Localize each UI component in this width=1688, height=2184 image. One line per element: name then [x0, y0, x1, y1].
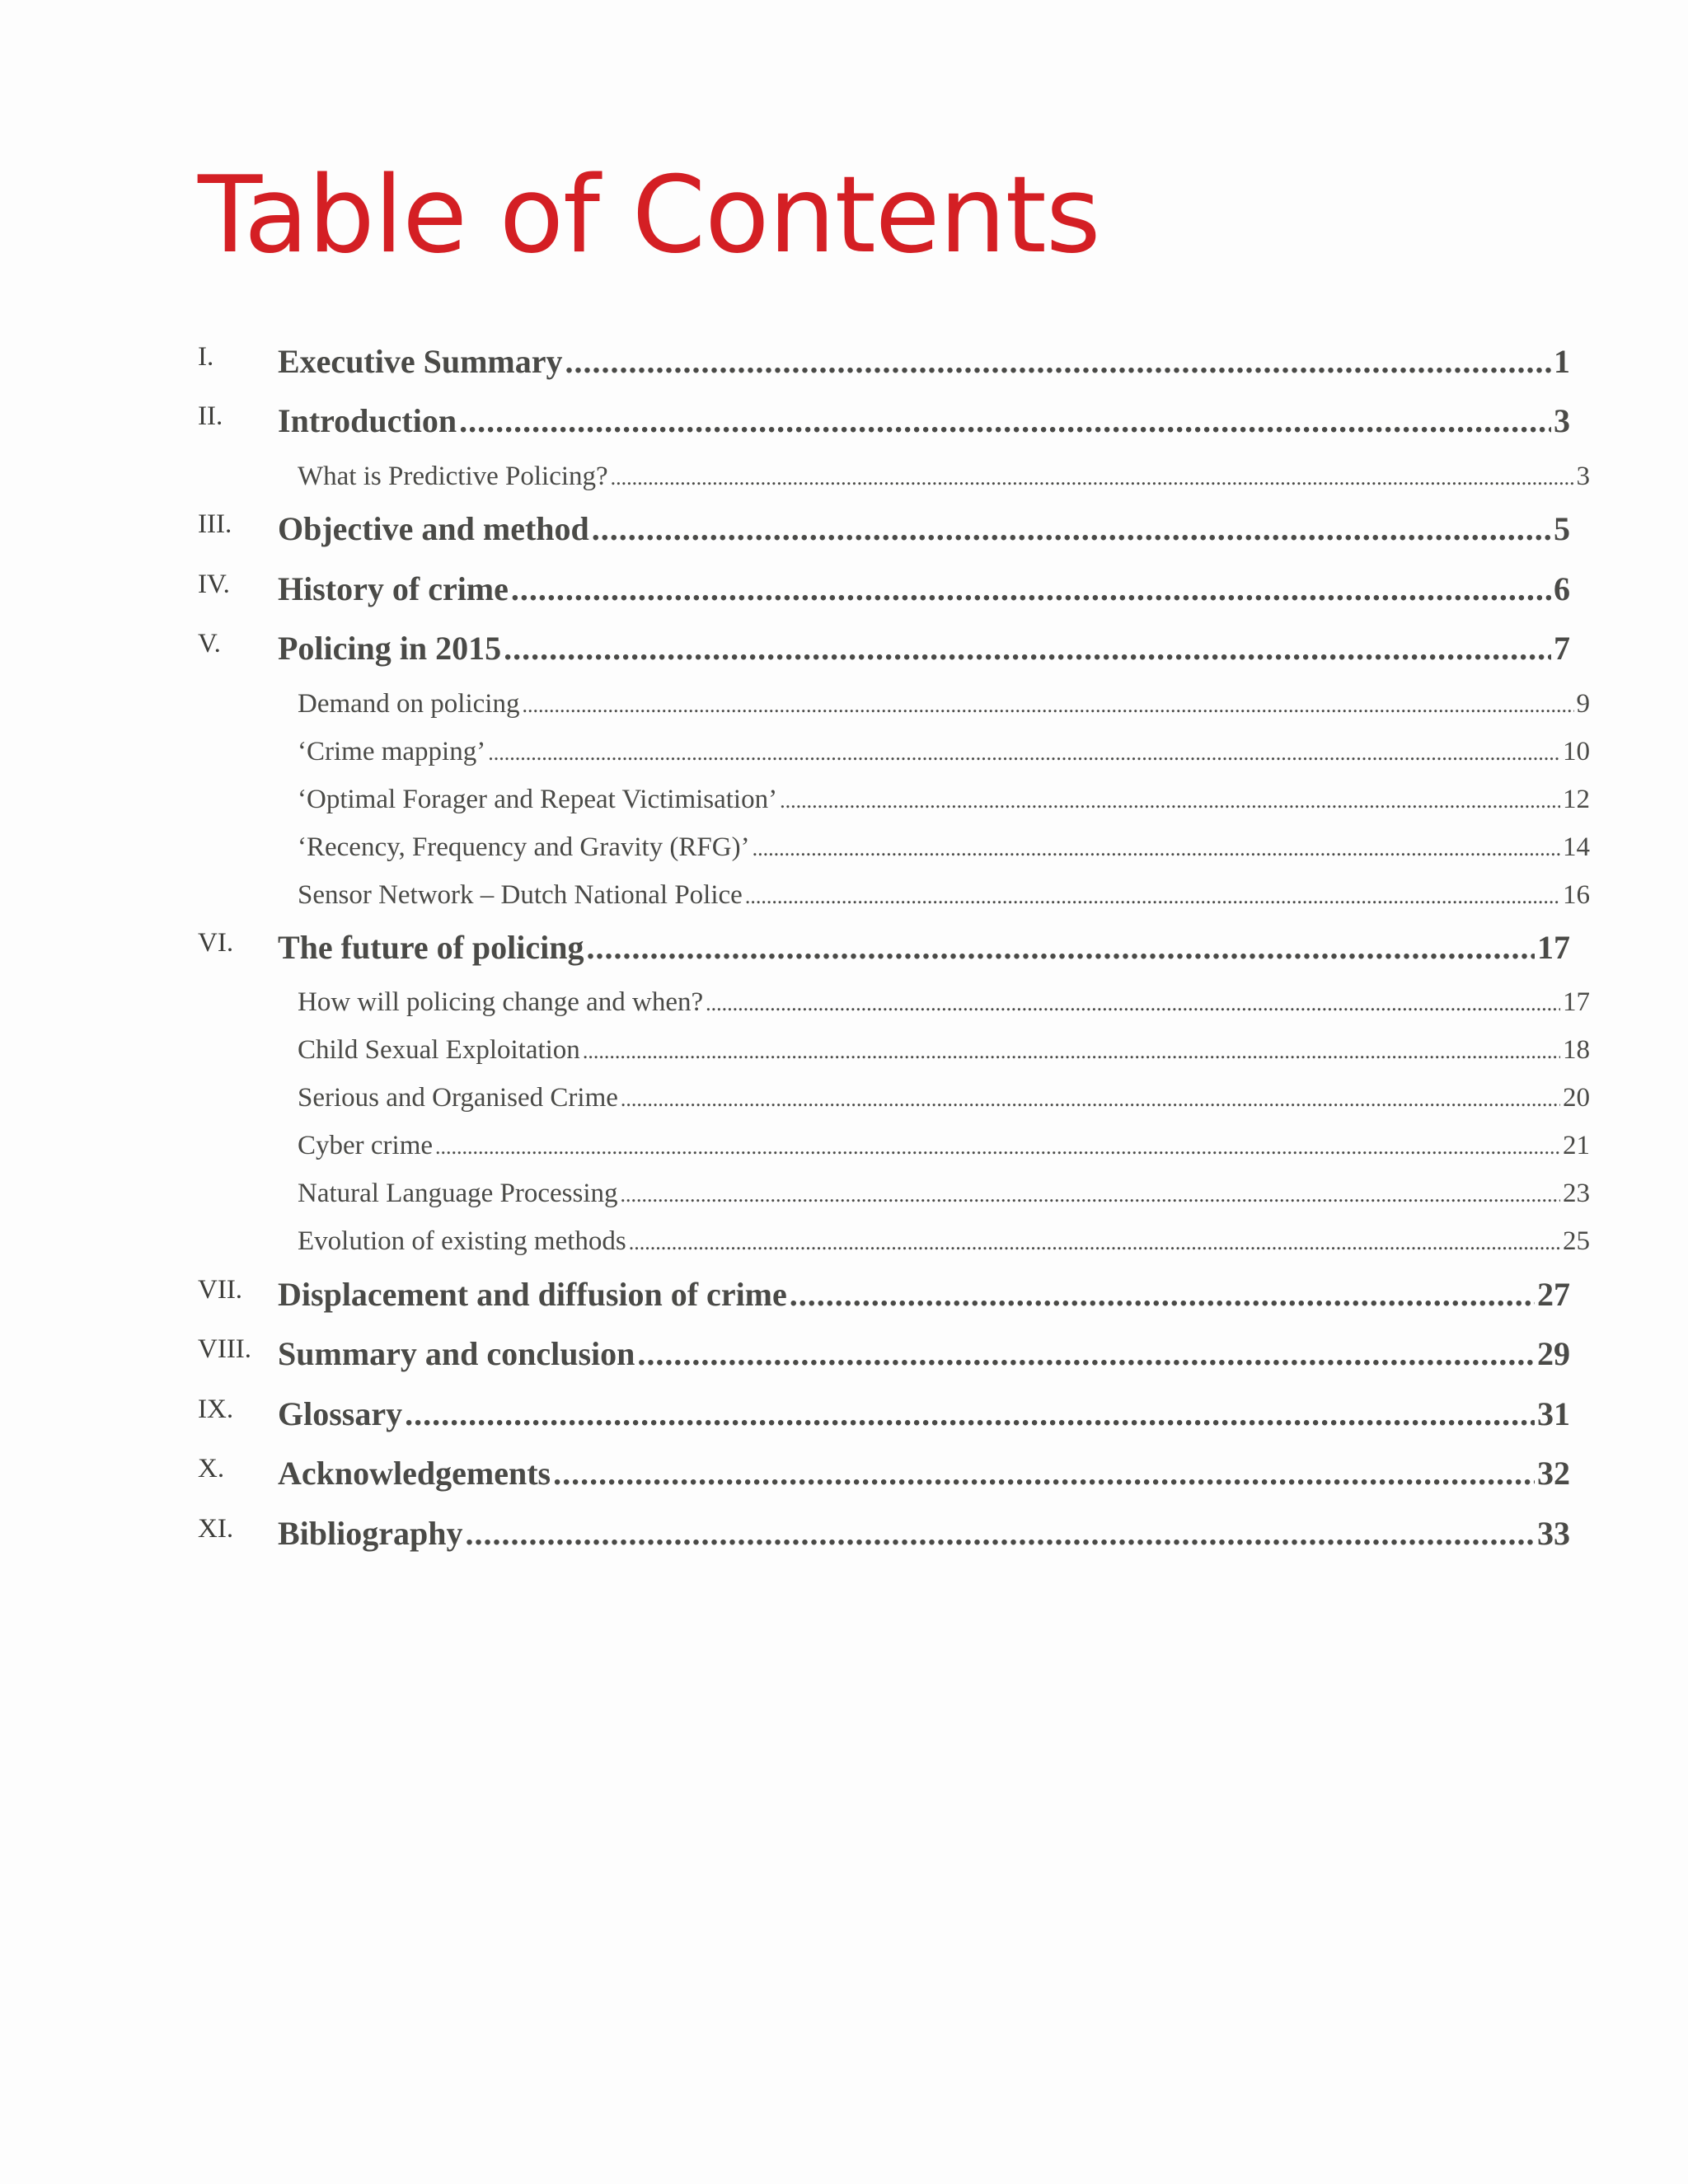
toc-entry-page: 12 [1563, 785, 1590, 814]
toc-entry-page: 16 [1563, 880, 1590, 910]
toc-subentry-how-will-policing-change[interactable] [198, 987, 1590, 1018]
toc-entry-title: How will policing change and when? [298, 987, 704, 1017]
toc-entry-page: 33 [1537, 1515, 1570, 1552]
toc-entry-history-of-crime[interactable] [198, 569, 1570, 608]
toc-entry-number: II. [198, 401, 223, 431]
toc-entry-page: 1 [1554, 343, 1570, 380]
toc-entry-page: 5 [1554, 510, 1570, 547]
toc-subentry-optimal-forager[interactable] [198, 785, 1590, 815]
toc-entry-title: Executive Summary [278, 343, 563, 380]
toc-entry-title: Summary and conclusion [278, 1335, 635, 1372]
dot-leader [753, 832, 1560, 863]
toc-subentry-child-sexual-exploitation[interactable] [198, 1035, 1590, 1066]
dot-leader [780, 785, 1560, 815]
toc-entry-title: ‘Recency, Frequency and Gravity (RFG)’ [298, 832, 750, 862]
toc-entry-glossary[interactable] [198, 1394, 1570, 1433]
toc-entry-acknowledgements[interactable] [198, 1454, 1570, 1493]
toc-entry-title: Serious and Organised Crime [298, 1083, 618, 1113]
toc-entry-title: Evolution of existing methods [298, 1226, 626, 1256]
dot-leader [504, 629, 1551, 668]
dot-leader [587, 928, 1535, 967]
toc-entry-number: VI. [198, 928, 234, 958]
toc-entry-executive-summary[interactable] [198, 342, 1570, 381]
dot-leader [592, 509, 1551, 548]
toc-entry-objective-and-method[interactable] [198, 509, 1570, 548]
toc-entry-title: Cyber crime [298, 1131, 434, 1160]
dot-leader [466, 1514, 1535, 1553]
toc-entry-title: Child Sexual Exploitation [298, 1035, 580, 1065]
toc-entry-title: ‘Crime mapping’ [298, 737, 486, 766]
dot-leader [621, 1083, 1560, 1113]
toc-entry-number: X. [198, 1454, 225, 1483]
dot-leader [583, 1035, 1560, 1066]
toc-entry-page: 10 [1563, 737, 1590, 766]
toc-entry-summary-conclusion[interactable] [198, 1334, 1570, 1373]
dot-leader [522, 689, 1573, 719]
dot-leader [553, 1454, 1535, 1493]
toc-subentry-rfg[interactable] [198, 832, 1590, 863]
toc-subentry-natural-language-processing[interactable] [198, 1179, 1590, 1209]
toc-entry-page: 17 [1563, 987, 1590, 1017]
toc-entry-future-of-policing[interactable] [198, 928, 1570, 967]
toc-entry-title: Acknowledgements [278, 1455, 551, 1492]
toc-entry-policing-in-2015[interactable] [198, 629, 1570, 668]
table-of-contents [198, 0, 1590, 2184]
dot-leader [706, 987, 1560, 1018]
toc-entry-page: 20 [1563, 1083, 1590, 1113]
dot-leader [611, 462, 1574, 492]
toc-entry-page: 14 [1563, 832, 1590, 862]
toc-subentry-serious-organised-crime[interactable] [198, 1083, 1590, 1113]
toc-entry-title: What is Predictive Policing? [298, 462, 608, 491]
toc-entry-title: Sensor Network – Dutch National Police [298, 880, 743, 910]
toc-entry-number: VIII. [198, 1334, 252, 1364]
toc-entry-page: 21 [1563, 1131, 1590, 1160]
toc-entry-introduction[interactable] [198, 401, 1570, 440]
toc-entry-number: III. [198, 509, 232, 539]
toc-entry-title: The future of policing [278, 929, 584, 966]
dot-leader [435, 1131, 1560, 1161]
toc-entry-title: History of crime [278, 570, 509, 607]
toc-entry-page: 31 [1537, 1395, 1570, 1432]
toc-entry-title: Objective and method [278, 510, 589, 547]
dot-leader [790, 1275, 1535, 1314]
dot-leader [511, 569, 1551, 608]
toc-entry-title: Displacement and diffusion of crime [278, 1276, 787, 1313]
toc-entry-bibliography[interactable] [198, 1514, 1570, 1553]
toc-entry-number: VII. [198, 1275, 243, 1305]
toc-subentry-sensor-network[interactable] [198, 880, 1590, 911]
toc-entry-number: V. [198, 629, 221, 658]
toc-entry-number: IX. [198, 1394, 234, 1424]
toc-entry-number: IV. [198, 569, 230, 599]
dot-leader [565, 342, 1551, 381]
toc-entry-page: 9 [1576, 689, 1590, 719]
toc-entry-page: 18 [1563, 1035, 1590, 1065]
toc-subentry-evolution-existing-methods[interactable] [198, 1226, 1590, 1257]
toc-entry-page: 29 [1537, 1335, 1570, 1372]
toc-subentry-crime-mapping[interactable] [198, 737, 1590, 767]
toc-entry-title: Demand on policing [298, 689, 520, 719]
toc-entry-page: 27 [1537, 1276, 1570, 1313]
toc-subentry-what-is-predictive-policing[interactable] [198, 462, 1590, 492]
toc-entry-page: 7 [1554, 630, 1570, 667]
dot-leader [745, 880, 1560, 911]
dot-leader [488, 737, 1560, 767]
dot-leader [621, 1179, 1560, 1209]
dot-leader [459, 401, 1551, 440]
toc-entry-page: 17 [1537, 929, 1570, 966]
toc-entry-page: 25 [1563, 1226, 1590, 1256]
page-title: Table of Contents [198, 154, 1100, 277]
toc-entry-page: 3 [1576, 462, 1590, 491]
toc-subentry-demand-on-policing[interactable] [198, 689, 1590, 719]
toc-entry-title: Policing in 2015 [278, 630, 502, 667]
toc-subentry-cyber-crime[interactable] [198, 1131, 1590, 1161]
toc-entry-displacement-diffusion[interactable] [198, 1275, 1570, 1314]
toc-entry-number: XI. [198, 1514, 234, 1544]
toc-entry-title: ‘Optimal Forager and Repeat Victimisation’ [298, 785, 778, 814]
toc-entry-number: I. [198, 342, 214, 372]
toc-entry-page: 32 [1537, 1455, 1570, 1492]
dot-leader [629, 1226, 1560, 1257]
toc-entry-page: 23 [1563, 1179, 1590, 1208]
dot-leader [637, 1334, 1535, 1373]
toc-entry-title: Natural Language Processing [298, 1179, 618, 1208]
toc-entry-page: 6 [1554, 570, 1570, 607]
toc-entry-page: 3 [1554, 402, 1570, 439]
toc-entry-title: Introduction [278, 402, 457, 439]
toc-entry-title: Glossary [278, 1395, 403, 1432]
toc-entry-title: Bibliography [278, 1515, 463, 1552]
dot-leader [405, 1394, 1535, 1433]
